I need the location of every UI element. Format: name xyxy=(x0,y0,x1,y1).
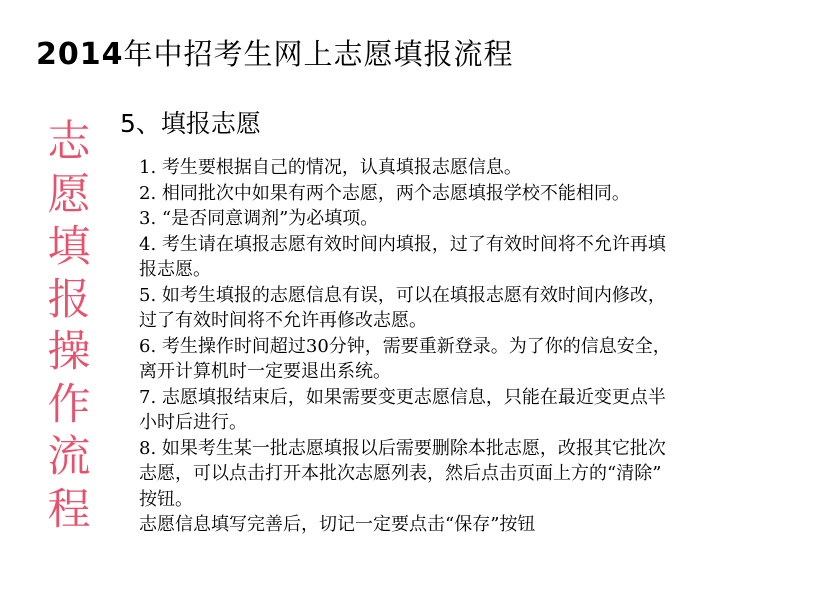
side-label-char: 愿 xyxy=(47,169,91,220)
instruction-line: 3. “是否同意调剂”为必填项。 xyxy=(139,208,379,229)
instruction-line: 报志愿。 xyxy=(139,259,211,280)
side-label-char: 报 xyxy=(47,274,91,325)
instruction-line: 1. 考生要根据自己的情况，认真填报志愿信息。 xyxy=(139,157,522,178)
instruction-line: 志愿信息填写完善后，切记一定要点击“保存”按钮 xyxy=(139,514,536,535)
instruction-line: 志愿，可以点击打开本批次志愿列表，然后点击页面上方的“清除” xyxy=(139,463,662,484)
instructions-body xyxy=(139,155,759,538)
instruction-line: 2. 相同批次中如果有两个志愿，两个志愿填报学校不能相同。 xyxy=(139,182,630,204)
slide-title xyxy=(36,36,514,73)
instruction-line: 小时后进行。 xyxy=(139,412,247,433)
side-label-char: 填 xyxy=(47,222,91,272)
side-label-char: 作 xyxy=(47,379,91,430)
instruction-line: 过了有效时间将不允许再修改志愿。 xyxy=(139,310,427,331)
instruction-line: 5. 如考生填报的志愿信息有误，可以在填报志愿有效时间内修改， xyxy=(139,284,666,306)
instruction-line: 4. 考生请在填报志愿有效时间内填报，过了有效时间将不允许再填 xyxy=(139,233,666,255)
side-label-char: 流 xyxy=(47,432,91,482)
section-heading: 5、填报志愿 xyxy=(120,109,261,138)
title-year: 2014 xyxy=(36,37,124,72)
title-text: 年中招考生网上志愿填报流程 xyxy=(123,37,514,71)
instruction-line: 离开计算机时一定要退出系统。 xyxy=(139,361,391,382)
instruction-line: 7. 志愿填报结束后，如果需要变更志愿信息，只能在最近变更点半 xyxy=(139,386,666,408)
side-label-char: 志 xyxy=(47,117,91,167)
instruction-line: 按钮。 xyxy=(139,488,193,510)
side-label-char: 操 xyxy=(47,327,91,377)
instruction-line: 6. 考生操作时间超过30分钟，需要重新登录。为了你的信息安全， xyxy=(139,335,671,357)
vertical-side-label xyxy=(43,116,95,536)
instruction-line: 8. 如果考生某一批志愿填报以后需要删除本批志愿，改报其它批次 xyxy=(139,437,666,459)
side-label-char: 程 xyxy=(47,484,91,535)
